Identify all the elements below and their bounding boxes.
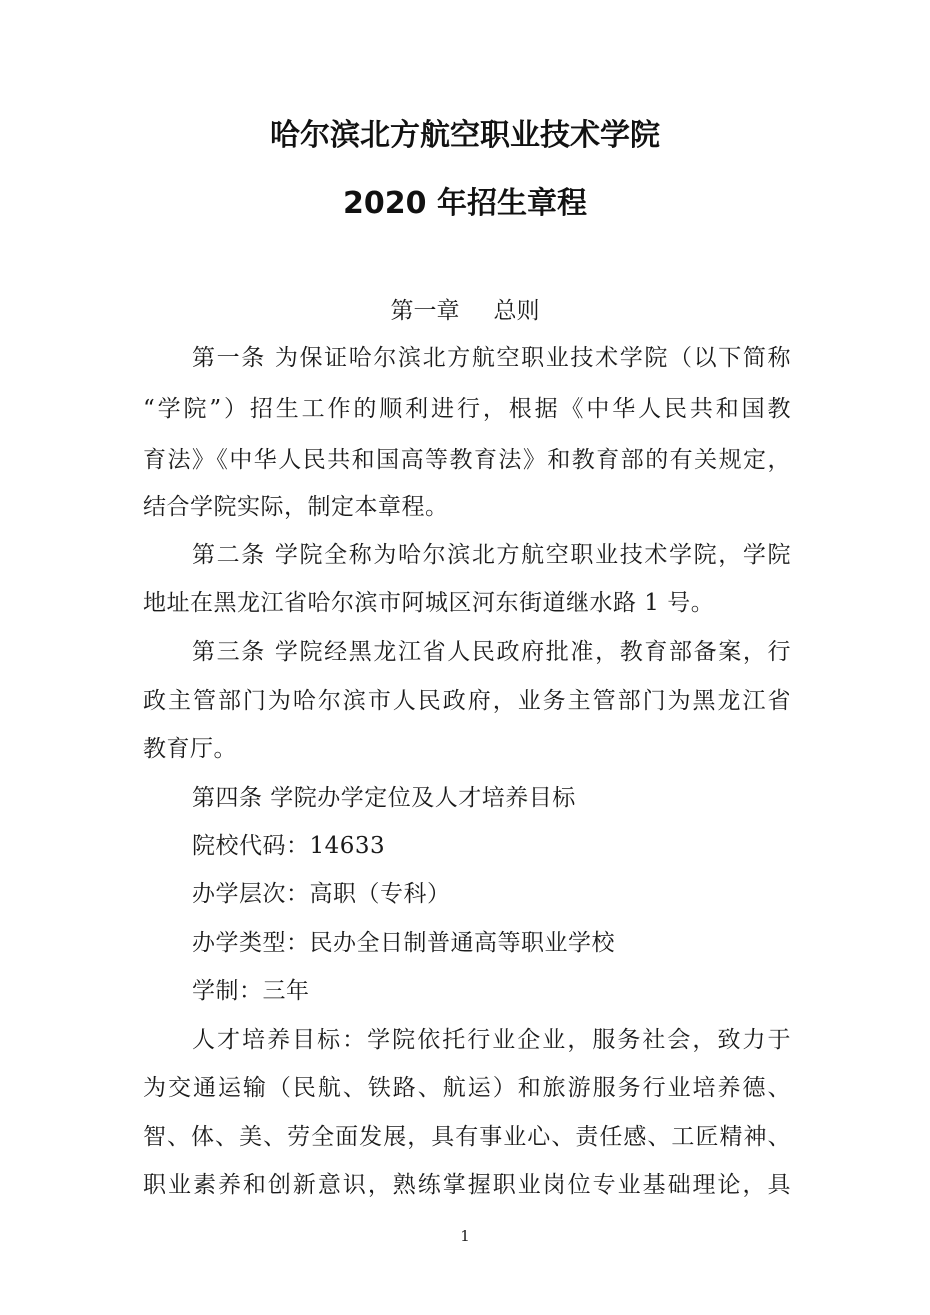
text-line: “学院”）招生工作的顺利进行，根据《中华人民共和国教	[143, 396, 791, 422]
text-line: 办学类型：民办全日制普通高等职业学校	[192, 930, 615, 956]
text-line: 办学层次：高职（专科）	[192, 881, 451, 907]
text-line: 育法》《中华人民共和国高等教育法》和教育部的有关规定，	[143, 447, 791, 473]
text-line: 职业素养和创新意识，熟练掌握职业岗位专业基础理论，具	[143, 1172, 791, 1198]
document-subtitle: 2020 年招生章程	[343, 186, 587, 221]
text-line: 第一条 为保证哈尔滨北方航空职业技术学院（以下简称	[192, 345, 791, 371]
chapter-name: 总则	[493, 298, 540, 324]
text-line: 结合学院实际，制定本章程。	[143, 494, 449, 520]
chapter-heading	[0, 296, 930, 326]
text-line: 教育厅。	[143, 736, 237, 762]
text-line: 人才培养目标：学院依托行业企业，服务社会，致力于	[192, 1027, 791, 1053]
text-line: 院校代码：14633	[192, 833, 386, 859]
page-number: 1	[460, 1227, 470, 1245]
text-line: 政主管部门为哈尔滨市人民政府，业务主管部门为黑龙江省	[143, 688, 791, 714]
document-title: 哈尔滨北方航空职业技术学院	[270, 118, 660, 153]
text-line: 第二条 学院全称为哈尔滨北方航空职业技术学院，学院	[192, 542, 791, 568]
text-line: 学制：三年	[192, 978, 310, 1004]
text-line: 地址在黑龙江省哈尔滨市阿城区河东街道继水路 1 号。	[143, 590, 715, 616]
text-line: 为交通运输（民航、铁路、航运）和旅游服务行业培养德、	[143, 1075, 791, 1101]
text-line: 第四条 学院办学定位及人才培养目标	[192, 785, 576, 811]
text-line: 智、体、美、劳全面发展，具有事业心、责任感、工匠精神、	[143, 1124, 791, 1150]
chapter-number: 第一章	[390, 298, 460, 324]
text-line: 第三条 学院经黑龙江省人民政府批准，教育部备案，行	[192, 639, 791, 665]
